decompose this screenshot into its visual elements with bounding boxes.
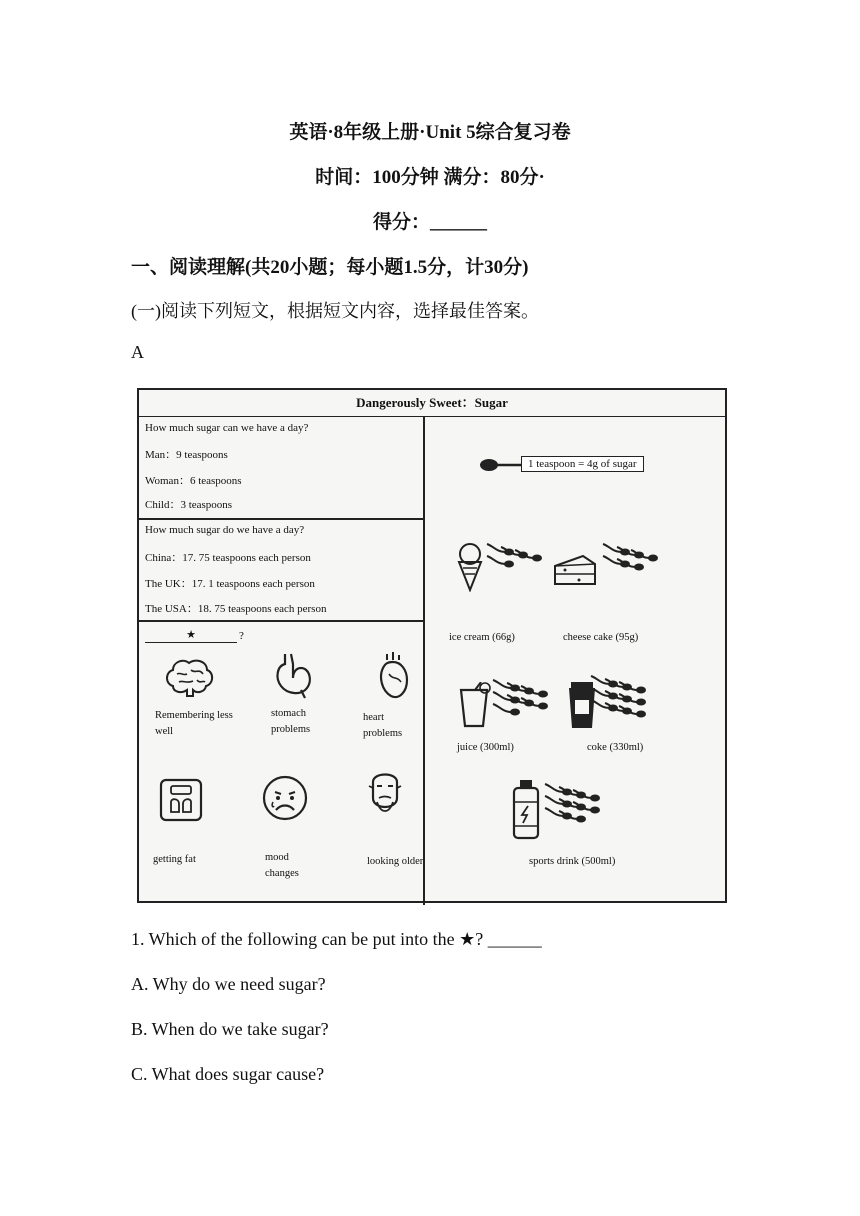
poster-row-divider [139, 518, 423, 520]
poster-row-divider [139, 620, 423, 622]
allowed-woman: Woman：6 teaspoons [145, 475, 242, 487]
question-allowed: How much sugar can we have a day? [145, 422, 309, 434]
old-face-icon [363, 768, 407, 822]
spoon-mark [493, 680, 520, 692]
allowed-child: Child：3 teaspoons [145, 499, 233, 511]
passage-label: A [131, 342, 144, 362]
spoon-mark [545, 808, 572, 820]
scale-icon [159, 778, 203, 822]
spoon-mark [591, 700, 618, 712]
star-blank-line [145, 628, 237, 643]
effect-label: looking older [367, 856, 424, 867]
spoon-mark [487, 556, 514, 568]
section-heading: 一、阅读理解(共20小题；每小题1.5分，计30分) [131, 257, 529, 278]
teaspoon-icon [479, 456, 525, 474]
effect-label: getting fat [153, 854, 196, 865]
spoon-mark [591, 676, 618, 688]
spoon-conversion-note: 1 teaspoon = 4g of sugar [521, 456, 644, 472]
food-label: cheese cake (95g) [563, 632, 639, 643]
food-label: sports drink (500ml) [529, 856, 616, 867]
effect-label: heart problems [363, 712, 403, 739]
score-blank: ______ [430, 212, 487, 233]
consumed-china: China：17. 75 teaspoons each person [145, 552, 311, 564]
stomach-icon [271, 652, 315, 700]
option-c: C. What does sugar cause? [131, 1064, 325, 1084]
option-a: A. Why do we need sugar? [131, 974, 326, 994]
section-instruction: (一)阅读下列短文，根据短文内容，选择最佳答案。 [131, 301, 539, 321]
star-question-mark: ? [239, 630, 244, 642]
poster-title: Dangerously Sweet：Sugar [139, 390, 725, 417]
spoon-mark [493, 704, 520, 716]
exam-time-info: 时间：100分钟 满分：80分· [315, 167, 545, 188]
spoon-mark [545, 796, 572, 808]
food-label: coke (330ml) [587, 742, 644, 753]
spoon-mark [545, 784, 572, 796]
sad-face-icon [261, 774, 309, 822]
effect-label: Remembering less well [155, 710, 233, 737]
effect-label: mood changes [265, 852, 299, 879]
spoon-mark [591, 688, 618, 700]
spoon-mark [493, 692, 520, 704]
question-stem: 1. Which of the following can be put into the ★? ______ [131, 929, 542, 949]
allowed-man: Man：9 teaspoons [145, 449, 228, 461]
question-consumed: How much sugar do we have a day? [145, 524, 305, 536]
sugar-infographic [137, 388, 727, 903]
brain-icon [163, 656, 215, 700]
score-line [0, 207, 860, 234]
food-spoon-groups [425, 530, 725, 830]
spoon-mark [603, 556, 630, 568]
heart-icon [377, 652, 411, 700]
option-b: B. When do we take sugar? [131, 1019, 329, 1039]
star-mark: ★ [186, 629, 196, 641]
consumed-usa: The USA：18. 75 teaspoons each person [145, 603, 327, 615]
exam-title: 英语·8年级上册·Unit 5综合复习卷 [289, 122, 571, 143]
food-label: ice cream (66g) [449, 632, 515, 643]
consumed-uk: The UK：17. 1 teaspoons each person [145, 578, 315, 590]
effect-label: stomach problems [271, 708, 311, 735]
spoon-mark [603, 544, 630, 556]
spoon-mark [487, 544, 514, 556]
food-label: juice (300ml) [457, 742, 514, 753]
score-label: 得分： [372, 212, 430, 233]
